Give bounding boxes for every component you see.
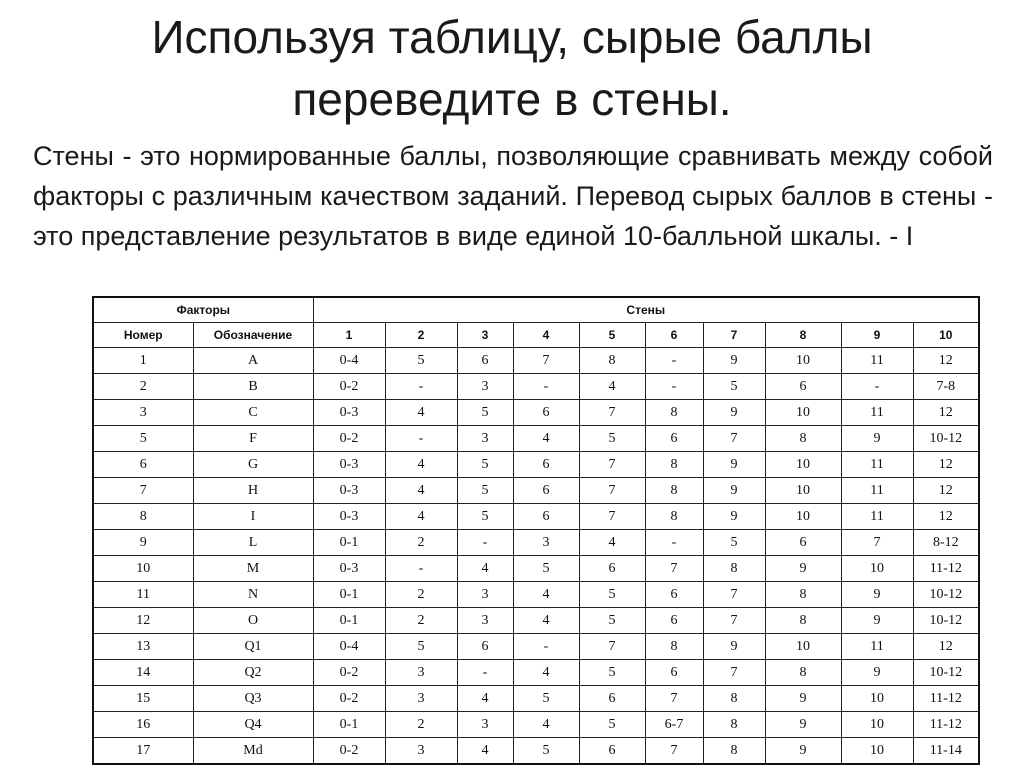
sten-range-cell: 0-1 — [313, 530, 385, 556]
sten-range-cell: 10 — [841, 712, 913, 738]
sten-range-cell: 4 — [385, 478, 457, 504]
factor-symbol-cell: Md — [193, 738, 313, 765]
sten-range-cell: 4 — [513, 426, 579, 452]
sten-range-cell: 2 — [385, 608, 457, 634]
table-body — [93, 348, 979, 765]
sten-range-cell: 0-4 — [313, 634, 385, 660]
sten-range-cell: 7 — [703, 582, 765, 608]
sten-range-cell: 9 — [703, 452, 765, 478]
sten-range-cell: 0-3 — [313, 452, 385, 478]
sten-range-cell: 11-14 — [913, 738, 979, 765]
sten-conversion-table — [92, 296, 980, 765]
factor-symbol-cell: M — [193, 556, 313, 582]
factor-symbol-cell: Q1 — [193, 634, 313, 660]
sten-range-cell: 3 — [457, 608, 513, 634]
sten-range-cell: 9 — [703, 634, 765, 660]
column-header: 1 — [313, 323, 385, 348]
column-header-row — [93, 323, 979, 348]
sten-range-cell: 6 — [457, 348, 513, 374]
column-header: 10 — [913, 323, 979, 348]
factor-symbol-cell: F — [193, 426, 313, 452]
sten-range-cell: 8 — [765, 582, 841, 608]
column-header: 3 — [457, 323, 513, 348]
sten-range-cell: 6 — [513, 478, 579, 504]
sten-range-cell: - — [645, 530, 703, 556]
sten-range-cell: - — [841, 374, 913, 400]
factor-number-cell: 7 — [93, 478, 193, 504]
sten-range-cell: 8 — [703, 686, 765, 712]
sten-range-cell: 3 — [457, 712, 513, 738]
sten-range-cell: 6 — [579, 738, 645, 765]
sten-range-cell: 7 — [703, 608, 765, 634]
sten-range-cell: 8 — [703, 712, 765, 738]
sten-range-cell: 7 — [645, 738, 703, 765]
factor-number-cell: 13 — [93, 634, 193, 660]
factor-number-cell: 11 — [93, 582, 193, 608]
sten-range-cell: 5 — [385, 348, 457, 374]
sten-range-cell: 9 — [841, 608, 913, 634]
sten-range-cell: 2 — [385, 712, 457, 738]
sten-range-cell: 2 — [385, 582, 457, 608]
sten-range-cell: 4 — [513, 660, 579, 686]
table-row — [93, 686, 979, 712]
sten-range-cell: 5 — [513, 738, 579, 765]
sten-range-cell: 9 — [841, 660, 913, 686]
sten-range-cell: 3 — [457, 426, 513, 452]
sten-range-cell: 6 — [645, 582, 703, 608]
table-row — [93, 426, 979, 452]
sten-range-cell: 11 — [841, 400, 913, 426]
sten-range-cell: 0-1 — [313, 582, 385, 608]
table-row — [93, 348, 979, 374]
sten-range-cell: 5 — [703, 530, 765, 556]
sten-range-cell: 8 — [703, 738, 765, 765]
sten-range-cell: 9 — [703, 478, 765, 504]
sten-range-cell: 7 — [513, 348, 579, 374]
sten-range-cell: 4 — [457, 686, 513, 712]
sten-range-cell: 5 — [457, 400, 513, 426]
sten-range-cell: 9 — [703, 348, 765, 374]
factor-symbol-cell: N — [193, 582, 313, 608]
sten-range-cell: 7 — [841, 530, 913, 556]
sten-range-cell: 10-12 — [913, 582, 979, 608]
sten-range-cell: 7 — [645, 556, 703, 582]
column-header: Номер — [93, 323, 193, 348]
sten-range-cell: 9 — [765, 738, 841, 765]
sten-range-cell: 10 — [841, 686, 913, 712]
sten-range-cell: 5 — [703, 374, 765, 400]
sten-range-cell: 6 — [513, 452, 579, 478]
sten-range-cell: 7 — [579, 504, 645, 530]
sten-range-cell: 12 — [913, 478, 979, 504]
sten-range-cell: 5 — [513, 556, 579, 582]
sten-range-cell: 5 — [513, 686, 579, 712]
sten-range-cell: 12 — [913, 400, 979, 426]
title-line-2: переведите в стены. — [292, 73, 732, 125]
sten-range-cell: 7 — [703, 660, 765, 686]
table-row — [93, 374, 979, 400]
factor-symbol-cell: C — [193, 400, 313, 426]
definition-paragraph: Стены - это нормированные баллы, позволяющие сравнивать между собой факторы с различным качеством заданий. Перевод сырых баллов в стены - это представление результатов в виде единой 10-балльной шкалы. - I — [33, 141, 993, 251]
sten-range-cell: 6 — [645, 660, 703, 686]
sten-range-cell: 6 — [765, 374, 841, 400]
sten-range-cell: - — [513, 374, 579, 400]
sten-range-cell: - — [457, 530, 513, 556]
sten-range-cell: 4 — [385, 400, 457, 426]
sten-range-cell: 0-1 — [313, 712, 385, 738]
factor-symbol-cell: A — [193, 348, 313, 374]
column-header: 7 — [703, 323, 765, 348]
sten-range-cell: 7-8 — [913, 374, 979, 400]
sten-range-cell: 9 — [765, 686, 841, 712]
sten-range-cell: 4 — [513, 582, 579, 608]
table-row — [93, 504, 979, 530]
sten-range-cell: 6 — [645, 426, 703, 452]
factor-number-cell: 1 — [93, 348, 193, 374]
sten-range-cell: - — [385, 556, 457, 582]
sten-range-cell: 8 — [645, 478, 703, 504]
sten-range-cell: 7 — [579, 634, 645, 660]
sten-range-cell: 12 — [913, 452, 979, 478]
sten-range-cell: 3 — [457, 582, 513, 608]
sten-range-cell: 10 — [765, 452, 841, 478]
sten-range-cell: 5 — [457, 452, 513, 478]
sten-range-cell: 5 — [579, 660, 645, 686]
sten-range-cell: 4 — [513, 712, 579, 738]
sten-range-cell: 3 — [513, 530, 579, 556]
sten-range-cell: 11 — [841, 504, 913, 530]
factor-number-cell: 8 — [93, 504, 193, 530]
sten-range-cell: 8 — [765, 660, 841, 686]
sten-range-cell: 6 — [765, 530, 841, 556]
sten-range-cell: 11 — [841, 634, 913, 660]
sten-range-cell: 7 — [703, 426, 765, 452]
sten-range-cell: 5 — [579, 426, 645, 452]
sten-range-cell: 9 — [703, 400, 765, 426]
factor-symbol-cell: G — [193, 452, 313, 478]
table-row — [93, 738, 979, 765]
factor-number-cell: 16 — [93, 712, 193, 738]
factor-number-cell: 2 — [93, 374, 193, 400]
sten-range-cell: 5 — [579, 582, 645, 608]
sten-range-cell: 2 — [385, 530, 457, 556]
sten-range-cell: - — [645, 348, 703, 374]
sten-range-cell: 9 — [841, 426, 913, 452]
sten-range-cell: 12 — [913, 634, 979, 660]
group-header-row — [93, 297, 979, 323]
sten-range-cell: 8 — [765, 426, 841, 452]
sten-range-cell: - — [645, 374, 703, 400]
table-row — [93, 634, 979, 660]
sten-range-cell: 6 — [579, 686, 645, 712]
sten-range-cell: 8 — [765, 608, 841, 634]
sten-range-cell: 6 — [513, 504, 579, 530]
column-header: 5 — [579, 323, 645, 348]
sten-range-cell: 9 — [765, 556, 841, 582]
column-header: Обозначение — [193, 323, 313, 348]
sten-range-cell: 6 — [645, 608, 703, 634]
sten-range-cell: 6 — [457, 634, 513, 660]
table-row — [93, 712, 979, 738]
sten-range-cell: 11-12 — [913, 686, 979, 712]
factor-symbol-cell: Q3 — [193, 686, 313, 712]
sten-range-cell: 5 — [457, 504, 513, 530]
stens-group-header: Стены — [313, 297, 979, 323]
column-header: 2 — [385, 323, 457, 348]
sten-range-cell: 7 — [579, 400, 645, 426]
sten-range-cell: 10-12 — [913, 608, 979, 634]
factor-number-cell: 17 — [93, 738, 193, 765]
factors-group-header: Факторы — [93, 297, 313, 323]
sten-range-cell: 7 — [645, 686, 703, 712]
sten-range-cell: 0-3 — [313, 556, 385, 582]
sten-range-cell: 3 — [385, 686, 457, 712]
sten-range-cell: 4 — [457, 738, 513, 765]
sten-range-cell: 0-2 — [313, 686, 385, 712]
factor-number-cell: 6 — [93, 452, 193, 478]
sten-range-cell: 10 — [765, 634, 841, 660]
sten-range-cell: 12 — [913, 348, 979, 374]
sten-range-cell: 11-12 — [913, 712, 979, 738]
sten-range-cell: 8 — [645, 400, 703, 426]
sten-range-cell: 8 — [645, 452, 703, 478]
column-header: 6 — [645, 323, 703, 348]
sten-range-cell: 5 — [457, 478, 513, 504]
sten-range-cell: - — [385, 426, 457, 452]
factor-number-cell: 14 — [93, 660, 193, 686]
sten-range-cell: 6 — [579, 556, 645, 582]
sten-range-cell: 0-4 — [313, 348, 385, 374]
sten-range-cell: 8 — [579, 348, 645, 374]
sten-range-cell: 7 — [579, 452, 645, 478]
sten-range-cell: 3 — [385, 660, 457, 686]
sten-range-cell: 12 — [913, 504, 979, 530]
factor-number-cell: 9 — [93, 530, 193, 556]
sten-range-cell: 0-2 — [313, 374, 385, 400]
table-row — [93, 478, 979, 504]
slide-title — [0, 6, 1024, 130]
sten-range-cell: 9 — [765, 712, 841, 738]
sten-range-cell: 9 — [703, 504, 765, 530]
sten-range-cell: 3 — [457, 374, 513, 400]
factor-number-cell: 3 — [93, 400, 193, 426]
sten-range-cell: 11 — [841, 478, 913, 504]
sten-range-cell: 6 — [513, 400, 579, 426]
sten-range-cell: 4 — [385, 504, 457, 530]
sten-range-cell: 4 — [579, 374, 645, 400]
factor-symbol-cell: I — [193, 504, 313, 530]
table-row — [93, 608, 979, 634]
sten-range-cell: 3 — [385, 738, 457, 765]
sten-range-cell: 4 — [457, 556, 513, 582]
sten-range-cell: 8 — [645, 634, 703, 660]
sten-range-cell: 10-12 — [913, 660, 979, 686]
factor-symbol-cell: L — [193, 530, 313, 556]
sten-range-cell: 9 — [841, 582, 913, 608]
sten-range-cell: 10 — [765, 504, 841, 530]
table-row — [93, 400, 979, 426]
sten-range-cell: 8-12 — [913, 530, 979, 556]
sten-range-cell: 5 — [579, 712, 645, 738]
sten-range-cell: 8 — [645, 504, 703, 530]
sten-range-cell: 8 — [703, 556, 765, 582]
sten-range-cell: 10 — [765, 478, 841, 504]
sten-range-cell: - — [513, 634, 579, 660]
sten-table-container — [92, 296, 978, 765]
sten-range-cell: 0-2 — [313, 738, 385, 765]
column-header: 8 — [765, 323, 841, 348]
factor-symbol-cell: B — [193, 374, 313, 400]
sten-range-cell: 0-3 — [313, 504, 385, 530]
sten-range-cell: 0-3 — [313, 400, 385, 426]
table-row — [93, 556, 979, 582]
sten-range-cell: 0-2 — [313, 660, 385, 686]
sten-range-cell: 10 — [841, 738, 913, 765]
sten-range-cell: 10 — [841, 556, 913, 582]
factor-number-cell: 15 — [93, 686, 193, 712]
sten-range-cell: 6-7 — [645, 712, 703, 738]
sten-range-cell: 11-12 — [913, 556, 979, 582]
sten-range-cell: 4 — [385, 452, 457, 478]
factor-number-cell: 5 — [93, 426, 193, 452]
factor-number-cell: 12 — [93, 608, 193, 634]
sten-range-cell: 11 — [841, 452, 913, 478]
factor-number-cell: 10 — [93, 556, 193, 582]
sten-range-cell: 4 — [513, 608, 579, 634]
factor-symbol-cell: H — [193, 478, 313, 504]
sten-range-cell: - — [385, 374, 457, 400]
sten-range-cell: 0-3 — [313, 478, 385, 504]
sten-range-cell: 10 — [765, 348, 841, 374]
sten-range-cell: 5 — [579, 608, 645, 634]
sten-range-cell: 10 — [765, 400, 841, 426]
sten-range-cell: 7 — [579, 478, 645, 504]
sten-range-cell: 0-2 — [313, 426, 385, 452]
sten-range-cell: 4 — [579, 530, 645, 556]
title-line-1: Используя таблицу, сырые баллы — [151, 11, 873, 63]
factor-symbol-cell: Q4 — [193, 712, 313, 738]
sten-range-cell: 11 — [841, 348, 913, 374]
sten-range-cell: - — [457, 660, 513, 686]
table-row — [93, 660, 979, 686]
table-row — [93, 530, 979, 556]
table-row — [93, 582, 979, 608]
table-row — [93, 452, 979, 478]
column-header: 4 — [513, 323, 579, 348]
sten-range-cell: 5 — [385, 634, 457, 660]
factor-symbol-cell: Q2 — [193, 660, 313, 686]
sten-range-cell: 0-1 — [313, 608, 385, 634]
column-header: 9 — [841, 323, 913, 348]
factor-symbol-cell: O — [193, 608, 313, 634]
sten-range-cell: 10-12 — [913, 426, 979, 452]
